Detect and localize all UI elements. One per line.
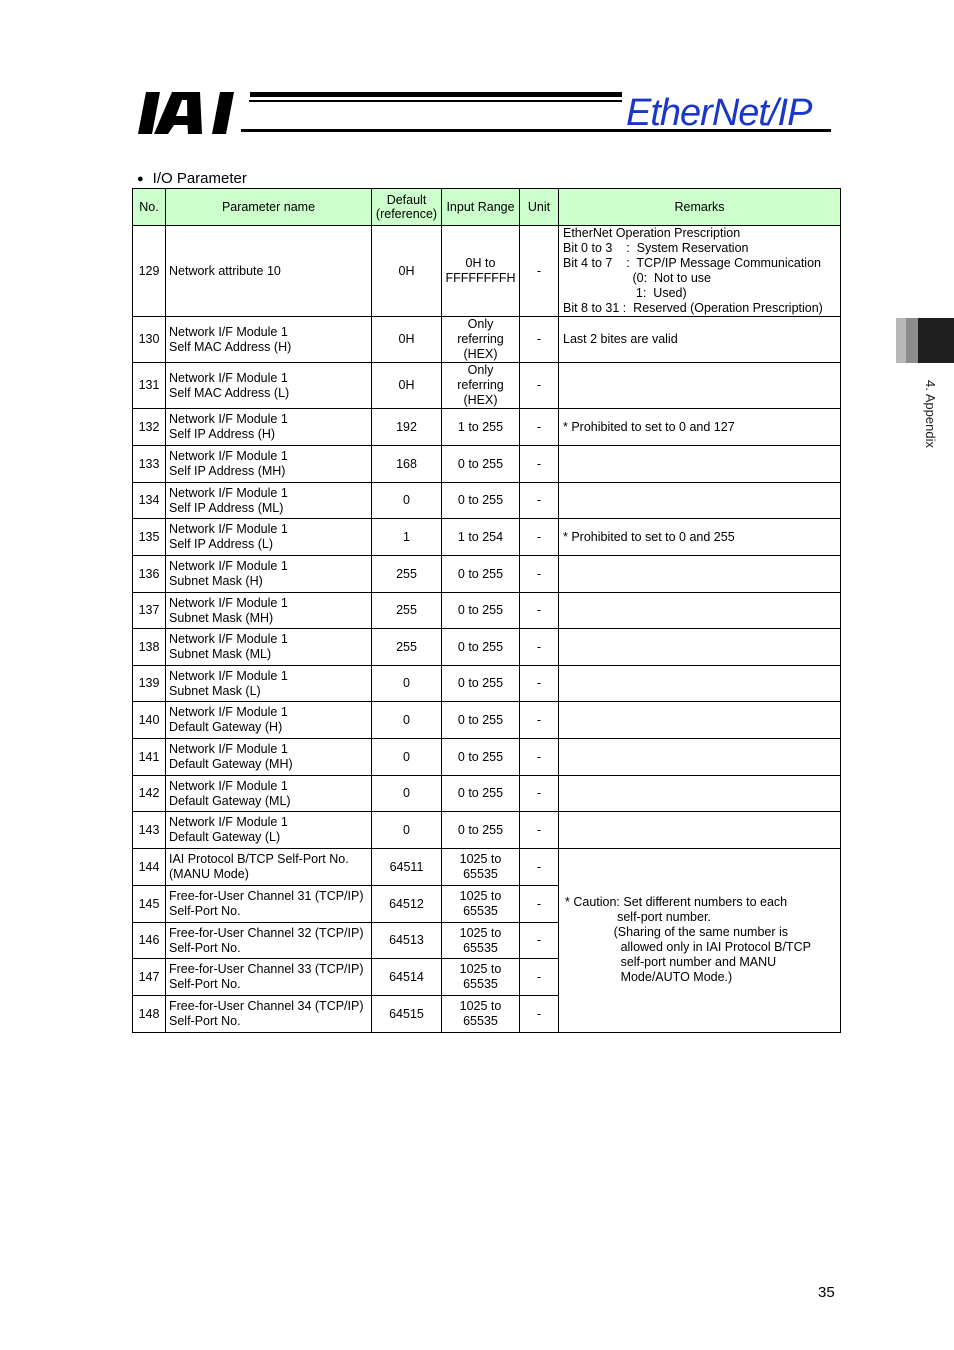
cell-remarks [559, 556, 841, 593]
cell-remarks [559, 446, 841, 483]
cell-parameter-name: Network I/F Module 1 Self IP Address (ML) [166, 483, 372, 519]
cell-parameter-name: Free-for-User Channel 33 (TCP/IP) Self-Port No. [166, 959, 372, 996]
section-title: I/O Parameter [152, 170, 247, 187]
cell-input-range: 1 to 255 [442, 409, 520, 446]
cell-remarks [559, 593, 841, 629]
cell-input-range: 0 to 255 [442, 446, 520, 483]
cell-no: 131 [133, 363, 166, 409]
cell-parameter-name: Network I/F Module 1 Self MAC Address (L) [166, 363, 372, 409]
col-header-no: No. [133, 189, 166, 226]
cell-default: 0 [372, 739, 442, 776]
cell-default: 255 [372, 629, 442, 666]
col-header-parameter-name: Parameter name [166, 189, 372, 226]
caution-line: * Caution: Set different numbers to each [565, 895, 788, 909]
cell-no: 148 [133, 996, 166, 1033]
cell-parameter-name: Network I/F Module 1 Self MAC Address (H) [166, 317, 372, 363]
cell-default: 0 [372, 666, 442, 702]
table-row [133, 519, 841, 556]
cell-input-range: 0 to 255 [442, 593, 520, 629]
cell-unit: - [520, 593, 559, 629]
cell-default: 0H [372, 363, 442, 409]
cell-parameter-name: Network I/F Module 1 Self IP Address (MH) [166, 446, 372, 483]
cell-input-range: 0 to 255 [442, 739, 520, 776]
cell-remarks: * Prohibited to set to 0 and 255 [559, 519, 841, 556]
cell-no: 143 [133, 812, 166, 849]
cell-input-range: 0 to 255 [442, 812, 520, 849]
cell-input-range: 1025 to 65535 [442, 959, 520, 996]
cell-no: 139 [133, 666, 166, 702]
cell-unit: - [520, 519, 559, 556]
table-row [133, 226, 841, 317]
cell-no: 129 [133, 226, 166, 317]
cell-remarks [559, 363, 841, 409]
cell-unit: - [520, 849, 559, 886]
cell-parameter-name: Network attribute 10 [166, 226, 372, 317]
table-row [133, 556, 841, 593]
cell-default: 0H [372, 226, 442, 317]
cell-parameter-name: Network I/F Module 1 Self IP Address (H) [166, 409, 372, 446]
cell-unit: - [520, 996, 559, 1033]
cell-parameter-name: Network I/F Module 1 Default Gateway (H) [166, 702, 372, 739]
table-header-row [133, 189, 841, 226]
table-row [133, 317, 841, 363]
page-number: 35 [818, 1284, 835, 1301]
header-rule-mid [249, 100, 622, 102]
cell-no: 137 [133, 593, 166, 629]
table-row [133, 409, 841, 446]
table-row [133, 812, 841, 849]
cell-no: 130 [133, 317, 166, 363]
cell-input-range: 0 to 255 [442, 666, 520, 702]
cell-default: 0 [372, 812, 442, 849]
cell-unit: - [520, 776, 559, 812]
cell-parameter-name: Network I/F Module 1 Default Gateway (L) [166, 812, 372, 849]
cell-no: 142 [133, 776, 166, 812]
cell-unit: - [520, 629, 559, 666]
cell-remarks: Last 2 bites are valid [559, 317, 841, 363]
cell-no: 138 [133, 629, 166, 666]
cell-parameter-name: Network I/F Module 1 Default Gateway (MH) [166, 739, 372, 776]
cell-default: 1 [372, 519, 442, 556]
cell-parameter-name: Network I/F Module 1 Self IP Address (L) [166, 519, 372, 556]
cell-input-range: 0 to 255 [442, 556, 520, 593]
cell-input-range: 0H to FFFFFFFFH [442, 226, 520, 317]
cell-parameter-name: Network I/F Module 1 Subnet Mask (H) [166, 556, 372, 593]
cell-unit: - [520, 446, 559, 483]
cell-default: 0H [372, 317, 442, 363]
cell-no: 144 [133, 849, 166, 886]
cell-unit: - [520, 556, 559, 593]
cell-default: 64511 [372, 849, 442, 886]
caution-line: self-port number and MANU [565, 955, 777, 969]
bullet-icon: ● [137, 173, 144, 185]
cell-default: 0 [372, 776, 442, 812]
cell-parameter-name: Free-for-User Channel 31 (TCP/IP) Self-Port No. [166, 886, 372, 923]
table-row [133, 363, 841, 409]
cell-input-range: Only referring (HEX) [442, 363, 520, 409]
cell-no: 145 [133, 886, 166, 923]
table-row [133, 446, 841, 483]
cell-unit: - [520, 923, 559, 959]
section-heading [137, 170, 247, 189]
cell-input-range: 0 to 255 [442, 702, 520, 739]
cell-remarks [559, 629, 841, 666]
cell-input-range: 1025 to 65535 [442, 923, 520, 959]
table-row [133, 666, 841, 702]
cell-unit: - [520, 959, 559, 996]
cell-unit: - [520, 666, 559, 702]
side-tab-marker [918, 318, 954, 363]
cell-remarks [559, 776, 841, 812]
caution-line: self-port number. [565, 910, 711, 924]
cell-parameter-name: Free-for-User Channel 32 (TCP/IP) Self-Port No. [166, 923, 372, 959]
cell-no: 141 [133, 739, 166, 776]
cell-remarks [559, 739, 841, 776]
cell-no: 136 [133, 556, 166, 593]
cell-input-range: 1025 to 65535 [442, 996, 520, 1033]
table-body [133, 226, 841, 1033]
cell-no: 132 [133, 409, 166, 446]
caution-line: allowed only in IAI Protocol B/TCP [565, 940, 811, 954]
cell-unit: - [520, 812, 559, 849]
cell-remarks: EtherNet Operation Prescription Bit 0 to 3 : System Reservation Bit 4 to 7 : TCP/IP Message Communication (0: Not to use 1: Used) Bit 8 to 31 : Reserved (Operation Prescription) [559, 226, 841, 317]
cell-no: 147 [133, 959, 166, 996]
cell-default: 168 [372, 446, 442, 483]
cell-unit: - [520, 886, 559, 923]
cell-parameter-name: Network I/F Module 1 Default Gateway (ML) [166, 776, 372, 812]
col-header-remarks: Remarks [559, 189, 841, 226]
cell-input-range: 0 to 255 [442, 483, 520, 519]
chapter-label: 4. Appendix [923, 380, 938, 448]
cell-unit: - [520, 702, 559, 739]
cell-default: 255 [372, 593, 442, 629]
caution-line: (Sharing of the same number is [565, 925, 789, 939]
cell-input-range: 0 to 255 [442, 776, 520, 812]
cell-parameter-name: IAI Protocol B/TCP Self-Port No. (MANU Mode) [166, 849, 372, 886]
table-row [133, 629, 841, 666]
cell-unit: - [520, 226, 559, 317]
cell-parameter-name: Network I/F Module 1 Subnet Mask (ML) [166, 629, 372, 666]
cell-input-range: 0 to 255 [442, 629, 520, 666]
cell-no: 135 [133, 519, 166, 556]
cell-unit: - [520, 409, 559, 446]
cell-remarks-caution [559, 849, 841, 1033]
iai-logo [138, 92, 242, 134]
col-header-unit: Unit [520, 189, 559, 226]
table-row [133, 702, 841, 739]
ethernet-ip-brand-title: EtherNet/IP [626, 92, 812, 134]
table-row [133, 776, 841, 812]
cell-no: 146 [133, 923, 166, 959]
cell-unit: - [520, 483, 559, 519]
cell-default: 64512 [372, 886, 442, 923]
cell-no: 140 [133, 702, 166, 739]
col-header-default: Default (reference) [372, 189, 442, 226]
cell-parameter-name: Free-for-User Channel 34 (TCP/IP) Self-Port No. [166, 996, 372, 1033]
cell-input-range: 1025 to 65535 [442, 849, 520, 886]
cell-remarks [559, 702, 841, 739]
cell-remarks [559, 666, 841, 702]
cell-unit: - [520, 363, 559, 409]
cell-remarks [559, 483, 841, 519]
cell-remarks: * Prohibited to set to 0 and 127 [559, 409, 841, 446]
header-rule-top [250, 92, 622, 97]
cell-input-range: 1 to 254 [442, 519, 520, 556]
cell-default: 0 [372, 702, 442, 739]
table-row [133, 739, 841, 776]
cell-default: 0 [372, 483, 442, 519]
cell-parameter-name: Network I/F Module 1 Subnet Mask (L) [166, 666, 372, 702]
caution-line: Mode/AUTO Mode.) [565, 970, 733, 984]
col-header-input-range: Input Range [442, 189, 520, 226]
cell-default: 192 [372, 409, 442, 446]
cell-parameter-name: Network I/F Module 1 Subnet Mask (MH) [166, 593, 372, 629]
cell-default: 255 [372, 556, 442, 593]
side-tab-stripe-mid [906, 318, 918, 363]
cell-no: 133 [133, 446, 166, 483]
cell-default: 64515 [372, 996, 442, 1033]
cell-remarks [559, 812, 841, 849]
cell-default: 64513 [372, 923, 442, 959]
cell-input-range: Only referring (HEX) [442, 317, 520, 363]
cell-input-range: 1025 to 65535 [442, 886, 520, 923]
table-row [133, 849, 841, 886]
cell-default: 64514 [372, 959, 442, 996]
io-parameter-table [132, 188, 841, 1033]
cell-unit: - [520, 317, 559, 363]
table-row [133, 483, 841, 519]
cell-no: 134 [133, 483, 166, 519]
table-row [133, 593, 841, 629]
cell-unit: - [520, 739, 559, 776]
